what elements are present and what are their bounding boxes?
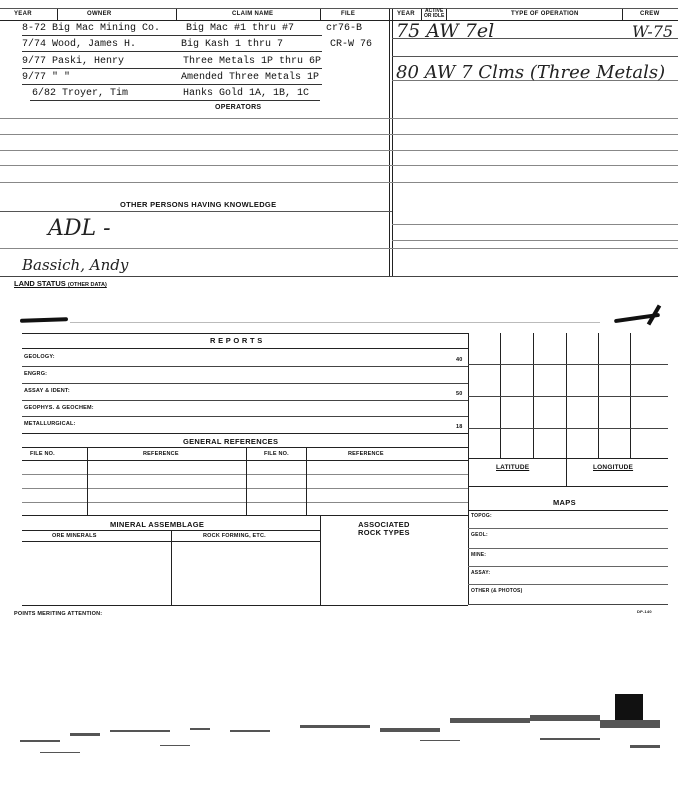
- gen-ref-divider: [306, 447, 307, 515]
- grid-line: [468, 428, 668, 429]
- claim-name: Amended Three Metals 1P: [181, 72, 320, 83]
- row-rule: [30, 100, 320, 101]
- gen-ref-divider: [246, 447, 247, 515]
- row-rule: [392, 240, 678, 241]
- latitude-label: LATITUDE: [496, 464, 530, 471]
- operation-entry: 75 AW 7el: [396, 20, 495, 42]
- maps-rule: [468, 528, 668, 529]
- col-divider: [176, 9, 177, 21]
- gen-ref-rule: [22, 502, 468, 503]
- header-bottom-rule: [0, 20, 678, 21]
- other-person-entry: ADL -: [48, 216, 111, 241]
- claim-line: 6/82 Troyer, Tim: [32, 88, 129, 99]
- header-year: YEAR: [14, 11, 32, 17]
- claim-line: 9/77 Paski, Henry: [22, 56, 125, 67]
- claim-name: Big Kash 1 thru 7: [181, 39, 284, 50]
- report-row-num: 18: [456, 424, 463, 430]
- operators-rule: [0, 118, 678, 119]
- row-rule: [22, 68, 322, 69]
- claim-line: 8-72 Big Mac Mining Co.: [22, 23, 161, 34]
- reports-rule: [22, 348, 468, 349]
- gen-ref-rule: [22, 488, 468, 489]
- map-row-label: OTHER (& PHOTOS): [471, 588, 523, 594]
- maps-rule: [468, 584, 668, 585]
- claim-file: cr76-B: [326, 23, 363, 34]
- claim-line: 9/77 " ": [22, 72, 71, 83]
- form-code: DP-140: [637, 609, 652, 614]
- grid-line: [468, 364, 668, 365]
- header-active-or-idle: [424, 9, 444, 19]
- general-references-title: GENERAL REFERENCES: [183, 437, 279, 446]
- assoc-bottom: ROCK TYPES: [358, 528, 410, 537]
- claim-name: Hanks Gold 1A, 1B, 1C: [183, 88, 310, 99]
- land-status-title: LAND STATUS: [14, 279, 66, 288]
- top-border: [0, 8, 678, 9]
- mineral-bottom-rule: [22, 605, 468, 606]
- row-rule: [0, 276, 678, 277]
- header-or-idle: OR IDLE: [424, 13, 445, 19]
- maps-rule: [468, 548, 668, 549]
- grid-line: [468, 486, 668, 487]
- col-divider: [622, 9, 623, 21]
- header-year-2: YEAR: [397, 11, 415, 17]
- maps-rule: [468, 566, 668, 567]
- row-rule: [22, 35, 322, 36]
- claim-file: CR-W 76: [330, 39, 373, 50]
- main-col-divider: [392, 9, 393, 277]
- reports-top-rule: [22, 333, 468, 334]
- mineral-divider: [171, 530, 172, 605]
- operation-crew: W-75: [632, 22, 674, 41]
- latlong-divider: [566, 458, 567, 486]
- header-owner: OWNER: [87, 11, 112, 17]
- grid-line: [468, 458, 668, 459]
- land-status-label: [14, 279, 107, 288]
- mineral-assemblage-title: MINERAL ASSEMBLAGE: [110, 520, 205, 529]
- scan-mark: [20, 317, 68, 323]
- reports-rule: [22, 416, 468, 417]
- map-row-label: ASSAY:: [471, 570, 491, 576]
- gen-ref-rule: [22, 474, 468, 475]
- main-col-divider: [389, 9, 390, 277]
- gen-ref-rule: [22, 447, 468, 448]
- row-rule: [22, 84, 322, 85]
- operators-rule: [0, 165, 678, 166]
- gen-ref-rule: [22, 515, 468, 516]
- report-row-label: METALLURGICAL:: [24, 421, 76, 427]
- report-row-label: ENGRG:: [24, 371, 48, 377]
- reports-rule: [22, 433, 468, 434]
- operators-label: OPERATORS: [215, 104, 262, 111]
- grid-box-left: [468, 333, 469, 605]
- scan-mark: [70, 322, 600, 323]
- land-status-sub: (OTHER DATA): [67, 282, 107, 288]
- other-persons-rule: [0, 211, 392, 212]
- report-row-label: ASSAY & IDENT:: [24, 388, 70, 394]
- row-rule: [392, 224, 678, 225]
- points-meriting-attention-label: POINTS MERITING ATTENTION:: [14, 611, 103, 617]
- col-divider: [320, 9, 321, 21]
- report-row-label: GEOPHYS. & GEOCHEM:: [24, 405, 94, 411]
- ore-minerals-label: ORE MINERALS: [52, 533, 97, 539]
- map-row-label: GEOL:: [471, 532, 488, 538]
- reports-rule: [22, 400, 468, 401]
- operators-rule: [0, 182, 678, 183]
- header-type-of-operation: TYPE OF OPERATION: [511, 11, 579, 17]
- gen-ref-col: REFERENCE: [143, 451, 179, 457]
- map-row-label: TOPOG:: [471, 513, 492, 519]
- row-rule: [22, 51, 322, 52]
- reports-rule: [22, 366, 468, 367]
- gen-ref-col: FILE NO.: [30, 451, 55, 457]
- header-file: FILE: [341, 11, 356, 17]
- operators-rule: [0, 134, 678, 135]
- report-row-label: GEOLOGY:: [24, 354, 55, 360]
- op-row-rule: [392, 56, 678, 57]
- reports-title: R E P O R T S: [210, 336, 263, 345]
- other-person-entry: Bassich, Andy: [22, 256, 129, 274]
- header-claim-name: CLAIM NAME: [232, 11, 274, 17]
- operators-rule: [0, 150, 678, 151]
- grid-line: [468, 396, 668, 397]
- associated-rock-types-label: [358, 521, 410, 537]
- rock-forming-label: ROCK FORMING, ETC.: [203, 533, 266, 539]
- claim-name: Big Mac #1 thru #7: [186, 23, 295, 34]
- mineral-divider: [320, 515, 321, 605]
- reports-rule: [22, 383, 468, 384]
- report-row-num: 40: [456, 357, 463, 363]
- header-active: ACTIVE: [424, 8, 444, 14]
- gen-ref-col: REFERENCE: [348, 451, 384, 457]
- longitude-label: LONGITUDE: [593, 464, 634, 471]
- assoc-top: ASSOCIATED: [358, 520, 410, 529]
- other-persons-label: OTHER PERSONS HAVING KNOWLEDGE: [120, 200, 277, 209]
- operation-entry: 80 AW 7 Clms (Three Metals): [396, 62, 666, 83]
- gen-ref-col: FILE NO.: [264, 451, 289, 457]
- claim-line: 7/74 Wood, James H.: [22, 39, 137, 50]
- report-row-num: 50: [456, 391, 463, 397]
- map-row-label: MINE:: [471, 552, 487, 558]
- scan-noise: [0, 700, 678, 780]
- col-divider: [57, 9, 58, 21]
- maps-title: MAPS: [553, 498, 576, 507]
- header-crew: CREW: [640, 11, 660, 17]
- claim-name: Three Metals 1P thru 6P: [183, 56, 322, 67]
- gen-ref-divider: [87, 447, 88, 515]
- gen-ref-rule: [22, 460, 468, 461]
- maps-rule: [468, 510, 668, 511]
- row-rule: [0, 248, 678, 249]
- maps-rule: [468, 604, 668, 605]
